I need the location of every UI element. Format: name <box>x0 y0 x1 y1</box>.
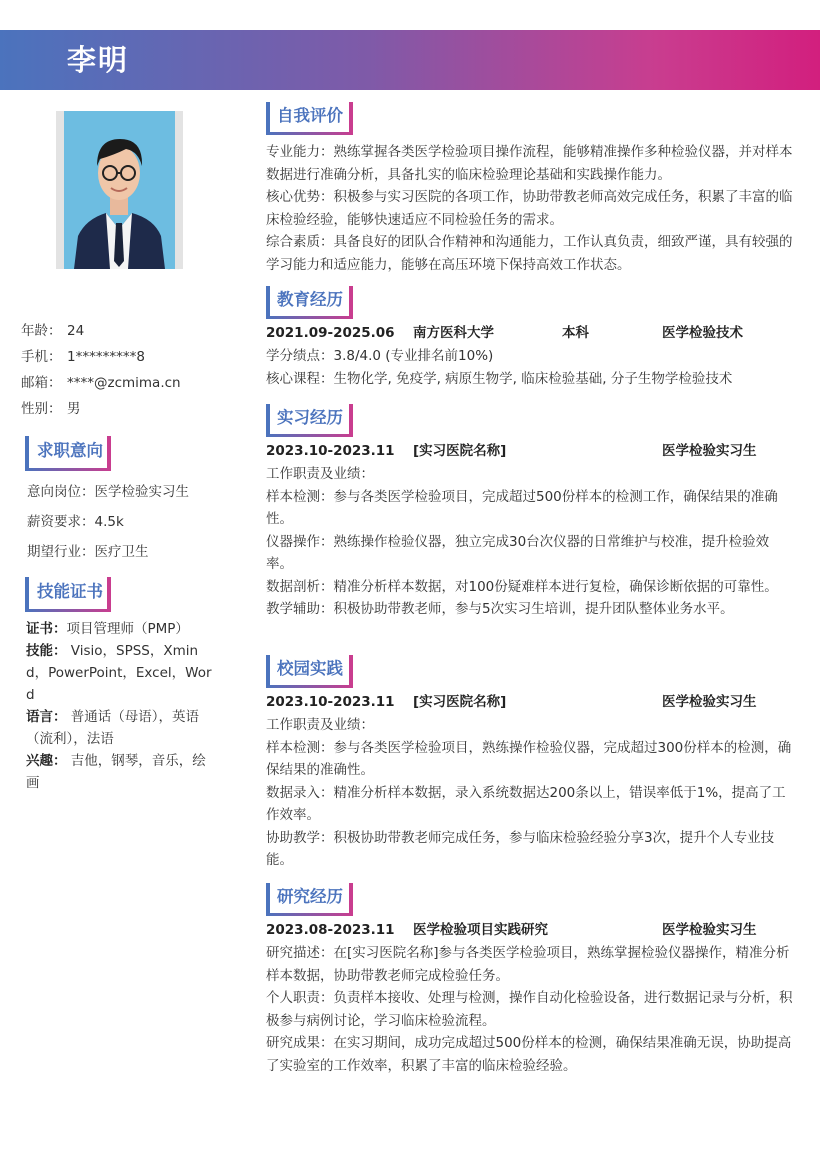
internship-para: 教学辅助：积极协助带教老师，参与5次实习生培训，提升团队整体业务水平。 <box>266 601 734 617</box>
research-para: 研究成果：在实习期间，成功完成超过500份样本的检测，确保结果准确无误，协助提高了实验室的工作效率，积累了丰富的临床检验经验。 <box>266 1035 792 1074</box>
research-section <box>266 883 796 1077</box>
campus-header <box>266 690 796 714</box>
research-para: 研究描述：在[实习医院名称]参与各类医学检验项目，熟练掌握检验仪器操作，精准分析样本数据，协助带教老师完成检验任务。 <box>266 945 790 984</box>
campus-org: [实习医院名称] <box>413 694 507 710</box>
internship-para: 数据剖析：精准分析样本数据，对100份疑难样本进行复检，确保诊断依据的可靠性。 <box>266 578 778 595</box>
self-eval-para: 核心优势：积极参与实习医院的各项工作，协助带教老师高效完成任务，积累了丰富的临床检验经验，能够快速适应不同检验任务的需求。 <box>266 189 793 228</box>
header-banner <box>0 30 820 90</box>
intent-list <box>27 480 189 570</box>
internship-title: 实习经历 <box>266 404 353 434</box>
skills-title: 技能证书 <box>25 577 111 611</box>
internship-period: 2023.10-2023.11 <box>266 443 395 459</box>
skill-item: 证书：项目管理师（PMP） <box>26 621 189 637</box>
education-header <box>266 321 796 345</box>
profile-photo <box>56 111 183 269</box>
education-para: 核心课程：生物化学, 免疫学, 病原生物学, 临床检验基础, 分子生物学检验技术 <box>266 370 733 387</box>
research-period: 2023.08-2023.11 <box>266 922 395 938</box>
research-project: 医学检验项目实践研究 <box>413 922 548 938</box>
phone-row: 手机： 1*********8 <box>21 349 145 365</box>
avatar-illustration <box>64 111 175 269</box>
campus-role: 医学检验实习生 <box>662 694 757 710</box>
internship-role: 医学检验实习生 <box>662 443 757 459</box>
research-para: 个人职责：负责样本接收、处理与检测，操作自动化检验设备，进行数据记录与分析，积极参与病例讨论，学习临床检验流程。 <box>266 990 793 1029</box>
internship-para: 工作职责及业绩： <box>266 466 374 482</box>
age-row: 年龄： 24 <box>21 323 85 339</box>
education-major: 医学检验技术 <box>662 325 743 341</box>
basic-info <box>21 318 181 422</box>
intent-title: 求职意向 <box>25 436 111 470</box>
education-para: 学分绩点：3.8/4.0 (专业排名前10%) <box>266 348 494 364</box>
skill-item: 技能： Visio，SPSS，Xmind，PowerPoint，Excel，Word <box>26 643 212 703</box>
internship-org: [实习医院名称] <box>413 443 507 459</box>
education-school: 南方医科大学 <box>413 325 494 341</box>
internship-section <box>266 404 796 621</box>
intent-item: 期望行业：医疗卫生 <box>27 544 149 560</box>
self-eval-title: 自我评价 <box>266 102 353 132</box>
candidate-name: 李明 <box>67 43 130 77</box>
research-role: 医学检验实习生 <box>662 922 757 938</box>
campus-title: 校园实践 <box>266 655 353 685</box>
skills-list <box>26 618 214 794</box>
self-eval-para: 综合素质：具备良好的团队合作精神和沟通能力，工作认真负责，细致严谨，具有较强的学习能力和适应能力，能够在高压环境下保持高效工作状态。 <box>266 234 793 273</box>
self-eval-section <box>266 102 796 276</box>
internship-header <box>266 439 796 463</box>
gender-row: 性别： 男 <box>21 401 81 417</box>
research-title: 研究经历 <box>266 883 353 913</box>
research-header <box>266 918 796 942</box>
intent-item: 薪资要求：4.5k <box>27 514 124 530</box>
skill-item: 语言： 普通话（母语），英语（流利），法语 <box>26 709 200 747</box>
education-period: 2021.09-2025.06 <box>266 325 395 341</box>
campus-para: 工作职责及业绩： <box>266 717 374 733</box>
skill-item: 兴趣： 吉他，钢琴，音乐，绘画 <box>26 753 206 791</box>
campus-para: 样本检测：参与各类医学检验项目，熟练操作检验仪器，完成超过300份样本的检测，确保结果的准确性。 <box>266 739 792 778</box>
campus-period: 2023.10-2023.11 <box>266 694 395 710</box>
campus-section <box>266 655 796 872</box>
internship-para: 样本检测：参与各类医学检验项目，完成超过500份样本的检测工作，确保结果的准确性。 <box>266 488 778 527</box>
email-row: 邮箱： ****@zcmima.cn <box>21 375 181 391</box>
education-section <box>266 286 796 390</box>
education-degree: 本科 <box>562 325 589 341</box>
intent-item: 意向岗位：医学检验实习生 <box>27 484 189 500</box>
internship-para: 仪器操作：熟练操作检验仪器，独立完成30台次仪器的日常维护与校准，提升检验效率。 <box>266 533 770 572</box>
self-eval-para: 专业能力：熟练掌握各类医学检验项目操作流程，能够精准操作多种检验仪器，并对样本数据进行准确分析，具备扎实的临床检验理论基础和实践操作能力。 <box>266 144 793 183</box>
campus-para: 协助教学：积极协助带教老师完成任务，参与临床检验经验分享3次，提升个人专业技能。 <box>266 829 775 868</box>
campus-para: 数据录入：精准分析样本数据，录入系统数据达200条以上，错误率低于1%，提高了工作效率。 <box>266 784 786 823</box>
education-title: 教育经历 <box>266 286 353 316</box>
